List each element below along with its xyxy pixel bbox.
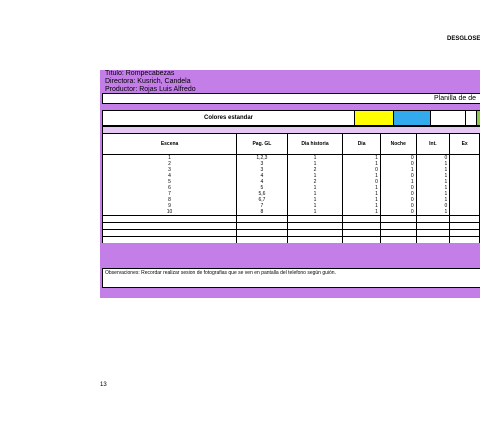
color-swatch-white bbox=[431, 111, 466, 125]
table-row-empty bbox=[103, 237, 480, 244]
color-swatch-white-2 bbox=[466, 111, 477, 125]
cell-dia-historia: 1 bbox=[287, 191, 343, 197]
cell-empty bbox=[416, 230, 450, 237]
cell-escena: 10 bbox=[103, 209, 237, 216]
cell-empty bbox=[416, 237, 450, 244]
cell-int: 1 bbox=[416, 161, 450, 167]
cell-dia-historia: 1 bbox=[287, 209, 343, 216]
table-header-row bbox=[103, 134, 480, 155]
cell-dia-historia: 1 bbox=[287, 185, 343, 191]
cell-pag: 3 bbox=[237, 167, 288, 173]
cell-noche: 0 bbox=[380, 197, 416, 203]
col-int: Int. bbox=[416, 134, 450, 155]
breakdown-table bbox=[102, 133, 480, 243]
cell-empty bbox=[380, 216, 416, 223]
cell-pag: 1,2,3 bbox=[237, 155, 288, 162]
cell-noche: 0 bbox=[380, 185, 416, 191]
cell-empty bbox=[450, 216, 480, 223]
cell-int: 0 bbox=[416, 155, 450, 162]
cell-empty bbox=[380, 237, 416, 244]
cell-empty bbox=[380, 230, 416, 237]
cell-empty bbox=[343, 230, 381, 237]
cell-int: 0 bbox=[416, 203, 450, 209]
cell-noche: 1 bbox=[380, 179, 416, 185]
cell-empty bbox=[237, 237, 288, 244]
cell-dia-historia: 1 bbox=[287, 173, 343, 179]
cell-empty bbox=[237, 223, 288, 230]
cell-dia: 1 bbox=[343, 191, 381, 197]
cell-dia: 0 bbox=[343, 167, 381, 173]
cell-dia-historia: 1 bbox=[287, 203, 343, 209]
cell-noche: 0 bbox=[380, 191, 416, 197]
cell-dia: 1 bbox=[343, 185, 381, 191]
cell-empty bbox=[416, 216, 450, 223]
cell-pag: 3 bbox=[237, 161, 288, 167]
cell-escena: 5 bbox=[103, 179, 237, 185]
director-line: Directora: Kusrich, Candela bbox=[105, 78, 191, 85]
cell-dia-historia: 2 bbox=[287, 179, 343, 185]
cell-noche: 0 bbox=[380, 155, 416, 162]
page-heading: DESGLOSE bbox=[447, 36, 480, 42]
cell-empty bbox=[287, 223, 343, 230]
table-row-empty bbox=[103, 223, 480, 230]
cell-escena: 1 bbox=[103, 155, 237, 162]
cell-empty bbox=[416, 223, 450, 230]
cell-empty bbox=[103, 216, 237, 223]
cell-empty bbox=[103, 237, 237, 244]
cell-dia: 0 bbox=[343, 179, 381, 185]
cell-empty bbox=[287, 237, 343, 244]
cell-escena: 7 bbox=[103, 191, 237, 197]
cell-dia: 1 bbox=[343, 161, 381, 167]
cell-empty bbox=[237, 216, 288, 223]
cell-empty bbox=[237, 230, 288, 237]
col-noche: Noche bbox=[380, 134, 416, 155]
cell-dia-historia: 1 bbox=[287, 155, 343, 162]
cell-int: 1 bbox=[416, 197, 450, 203]
cell-escena: 4 bbox=[103, 173, 237, 179]
cell-noche: 0 bbox=[380, 209, 416, 216]
page-number: 13 bbox=[100, 382, 107, 388]
cell-pag: 4 bbox=[237, 179, 288, 185]
col-dia-historia: Dia historia bbox=[287, 134, 343, 155]
cell-int: 1 bbox=[416, 185, 450, 191]
cell-noche: 1 bbox=[380, 167, 416, 173]
planilla-label: Planilla de de bbox=[434, 95, 477, 102]
cell-escena: 8 bbox=[103, 197, 237, 203]
cell-empty bbox=[380, 223, 416, 230]
cell-dia: 1 bbox=[343, 173, 381, 179]
col-pag: Pag. GL bbox=[237, 134, 288, 155]
cell-int: 1 bbox=[416, 191, 450, 197]
table-row-empty bbox=[103, 216, 480, 223]
cell-empty bbox=[287, 230, 343, 237]
cell-pag: 7 bbox=[237, 203, 288, 209]
color-swatch-yellow bbox=[355, 111, 394, 125]
cell-escena: 3 bbox=[103, 167, 237, 173]
cell-int: 1 bbox=[416, 173, 450, 179]
cell-dia-historia: 1 bbox=[287, 197, 343, 203]
cell-pag: 5 bbox=[237, 185, 288, 191]
cell-empty bbox=[450, 237, 480, 244]
cell-empty bbox=[450, 223, 480, 230]
cell-int: 1 bbox=[416, 167, 450, 173]
cell-int: 1 bbox=[416, 209, 450, 216]
cell-empty bbox=[450, 230, 480, 237]
cell-empty bbox=[343, 223, 381, 230]
cell-dia: 1 bbox=[343, 203, 381, 209]
cell-dia: 1 bbox=[343, 197, 381, 203]
color-swatch-blue bbox=[394, 111, 431, 125]
cell-noche: 0 bbox=[380, 161, 416, 167]
standard-colors-row bbox=[102, 110, 480, 126]
breakdown-sheet bbox=[100, 70, 480, 298]
cell-escena: 2 bbox=[103, 161, 237, 167]
cell-empty bbox=[343, 237, 381, 244]
cell-pag: 8 bbox=[237, 209, 288, 216]
cell-noche: 0 bbox=[380, 203, 416, 209]
cell-escena: 9 bbox=[103, 203, 237, 209]
col-ext: Ex bbox=[450, 134, 480, 155]
observations: Observaciones: Recordar realizar sesion de fotografias que se ven en pantalla del telefono según guión. bbox=[102, 268, 480, 288]
title-line: Titulo: Rompecabezas bbox=[105, 70, 175, 77]
cell-empty bbox=[103, 223, 237, 230]
cell-dia: 1 bbox=[343, 155, 381, 162]
table-row-empty bbox=[103, 230, 480, 237]
cell-empty bbox=[103, 230, 237, 237]
cell-noche: 0 bbox=[380, 173, 416, 179]
cell-dia: 1 bbox=[343, 209, 381, 216]
cell-pag: 4 bbox=[237, 173, 288, 179]
cell-dia-historia: 1 bbox=[287, 161, 343, 167]
col-escena: Escena bbox=[103, 134, 237, 155]
cell-int: 1 bbox=[416, 179, 450, 185]
col-dia: Dia bbox=[343, 134, 381, 155]
colors-label: Colores estandar bbox=[103, 111, 355, 125]
cell-escena: 6 bbox=[103, 185, 237, 191]
producer-line: Productor: Rojas Luis Alfredo bbox=[105, 86, 196, 93]
cell-pag: 5,6 bbox=[237, 191, 288, 197]
cell-pag: 6,7 bbox=[237, 197, 288, 203]
cell-empty bbox=[343, 216, 381, 223]
cell-dia-historia: 2 bbox=[287, 167, 343, 173]
planilla-header bbox=[102, 93, 480, 104]
cell-empty bbox=[287, 216, 343, 223]
